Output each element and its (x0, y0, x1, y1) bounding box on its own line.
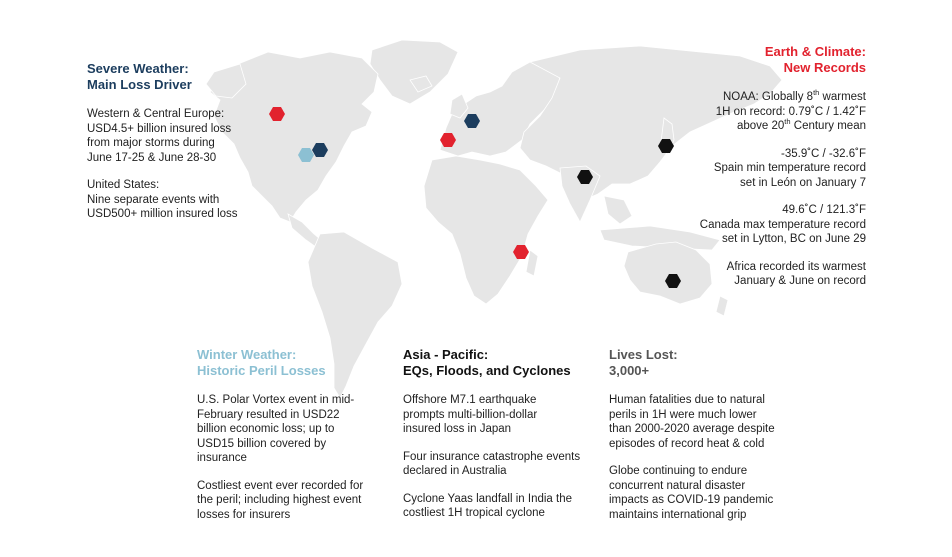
earth-climate-title: Earth & Climate: New Records (764, 44, 866, 75)
fatalities-text: Human fatalities due to natural perils in 1H were much lower than 2000-2020 average despite episodes of record heat & cold (609, 394, 775, 450)
africa-shape (424, 156, 548, 304)
severe-weather-title: Severe Weather: Main Loss Driver (87, 61, 192, 92)
greenland-shape (370, 40, 458, 104)
winter-weather-title: Winter Weather: Historic Peril Losses (197, 347, 326, 378)
asia-pacific-title: Asia - Pacific: EQs, Floods, and Cyclones (403, 347, 571, 378)
southeast-asia-shape (604, 196, 632, 224)
polar-vortex-text: U.S. Polar Vortex event in mid- February resulted in USD22 billion economic loss; up to USD15 billion covered by insurance (197, 394, 355, 464)
europe-storms-text: Western & Central Europe: USD4.5+ billion insured loss from major storms during June 17-25 & June 28-30 (87, 108, 232, 164)
us-events-text: United States: Nine separate events with USD500+ million insured loss (87, 179, 238, 220)
severe-weather-section (87, 61, 287, 235)
covid-impacts-text: Globe continuing to endure concurrent natural disaster impacts as COVID-19 pandemic maintains international grip (609, 465, 774, 521)
earth-climate-section (666, 44, 866, 302)
japan-earthquake-text: Offshore M7.1 earthquake prompts multi-billion-dollar insured loss in Japan (403, 394, 538, 435)
noaa-record-text: NOAA: Globally 8th warmest 1H on record: 0.79˚C / 1.42˚F above 20th Century mean (715, 88, 866, 132)
lives-lost-section (609, 347, 799, 535)
australia-events-text: Four insurance catastrophe events declared in Australia (403, 450, 581, 477)
lives-lost-title: Lives Lost: 3,000+ (609, 347, 678, 378)
asia-pacific-section (403, 347, 598, 534)
winter-weather-section (197, 347, 387, 535)
spain-record-text: -35.9˚C / -32.6˚F Spain min temperature record set in León on January 7 (713, 147, 866, 189)
costliest-peril-text: Costliest event ever recorded for the peril; including highest event losses for insurers (197, 479, 364, 521)
cyclone-yaas-text: Cyclone Yaas landfall in India the costliest 1H tropical cyclone (403, 492, 572, 519)
africa-record-text: Africa recorded its warmest January & June on record (726, 260, 866, 287)
canada-record-text: 49.6˚C / 121.3˚F Canada max temperature record set in Lytton, BC on June 29 (699, 204, 866, 245)
